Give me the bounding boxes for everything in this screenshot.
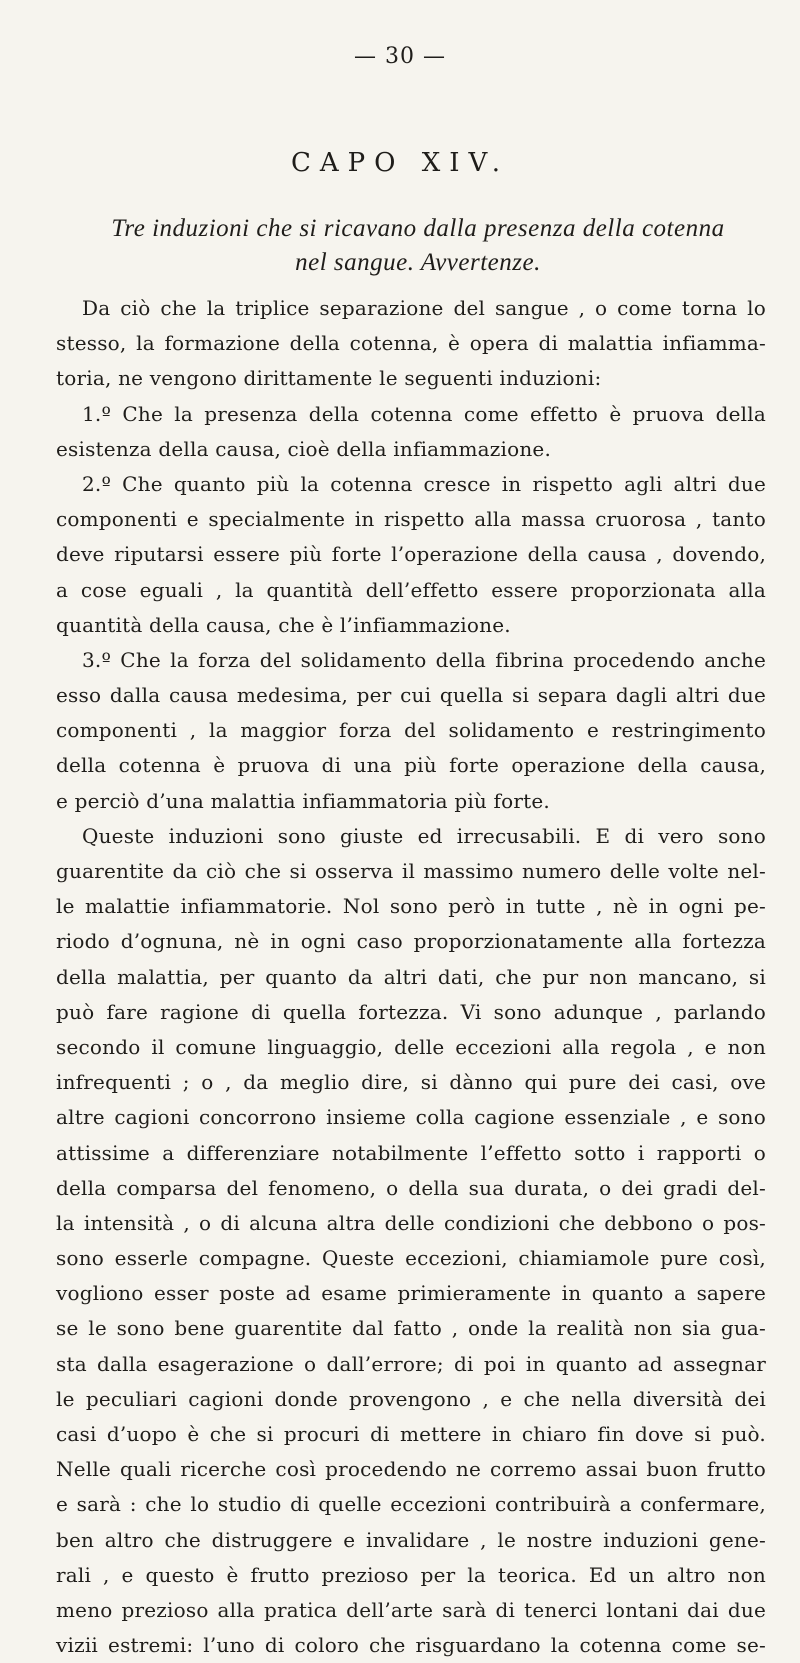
body-line: la intensità , o di alcuna altra delle condizioni che debbono o pos- (56, 1210, 766, 1235)
body-line: 2.º Che quanto più la cotenna cresce in rispetto agli altri due (82, 471, 766, 496)
body-line: 1.º Che la presenza della cotenna come effetto è pruova della (82, 401, 766, 426)
body-line: esso dalla causa medesima, per cui quella si separa dagli altri due (56, 683, 766, 708)
body-line: vizii estremi: l’uno di coloro che risguardano la cotenna come se- (56, 1633, 766, 1658)
body-line: può fare ragione di quella fortezza. Vi sono adunque , parlando (56, 999, 766, 1024)
body-line: infrequenti ; o , da meglio dire, si dànno qui pure dei casi, ove (56, 1070, 766, 1095)
body-line: attissime a differenziare notabilmente l’effetto sotto i rapporti o (56, 1140, 766, 1165)
body-line: quantità della causa, che è l’infiammazione. (56, 612, 511, 637)
page-number: — 30 — (354, 44, 446, 69)
body-line: Nelle quali ricerche così procedendo ne corremo assai buon frutto (56, 1457, 766, 1482)
chapter-heading: CAPO XIV. (290, 148, 510, 178)
body-line: stesso, la formazione della cotenna, è opera di malattia infiamma- (56, 331, 766, 356)
body-line: secondo il comune linguaggio, delle eccezioni alla regola , e non (56, 1034, 766, 1059)
body-line: le peculiari cagioni donde provengono , e che nella diversità dei (56, 1386, 766, 1411)
body-line: sta dalla esagerazione o dall’errore; di poi in quanto ad assegnar (56, 1351, 766, 1376)
body-line: della malattia, per quanto da altri dati, che pur non mancano, si (56, 964, 766, 989)
body-line: le malattie infiammatorie. Nol sono però in tutte , nè in ogni pe- (56, 894, 766, 919)
body-line: casi d’uopo è che si procuri di mettere in chiaro fin dove si può. (56, 1422, 766, 1446)
body-line: componenti , la maggior forza del solidamento e restringimento (56, 718, 766, 743)
body-line: rali , e questo è frutto prezioso per la teorica. Ed un altro non (56, 1562, 766, 1587)
body-line: componenti e specialmente in rispetto alla massa cruorosa , tanto (56, 507, 766, 532)
body-line: sono esserle compagne. Queste eccezioni, chiamiamole pure così, (56, 1246, 766, 1271)
body-line: deve riputarsi essere più forte l’operazione della causa , dovendo, (56, 542, 766, 567)
body-line: toria, ne vengono dirittamente le seguenti induzioni: (56, 366, 602, 391)
body-line: della comparsa del fenomeno, o della sua durata, o dei gradi del- (56, 1175, 766, 1200)
body-line: esistenza della causa, cioè della infiammazione. (56, 436, 552, 461)
body-text (56, 291, 766, 1663)
body-line: meno prezioso alla pratica dell’arte sarà di tenerci lontani dai due (56, 1597, 766, 1622)
chapter-title-line-1: Tre induzioni che si ricavano dalla presenza della cotenna (111, 215, 725, 242)
body-line: altre cagioni concorrono insieme colla cagione essenziale , e sono (56, 1105, 766, 1130)
body-line: 3.º Che la forza del solidamento della fibrina procedendo anche (82, 647, 766, 672)
chapter-title (88, 212, 748, 280)
body-line: Queste induzioni sono giuste ed irrecusabili. E di vero sono (82, 823, 766, 848)
body-line: Da ciò che la triplice separazione del sangue , o come torna lo (82, 296, 766, 320)
body-line: vogliono esser poste ad esame primieramente in quanto a sapere (56, 1281, 766, 1306)
body-line: se le sono bene guarentite dal fatto , onde la realità non sia gua- (56, 1316, 766, 1341)
body-line: della cotenna è pruova di una più forte operazione della causa, (56, 753, 766, 778)
chapter-title-line-2: nel sangue. Avvertenze. (295, 249, 541, 276)
body-line: e sarà : che lo studio di quelle eccezioni contribuirà a confermare, (56, 1492, 766, 1517)
body-line: ben altro che distruggere e invalidare , le nostre induzioni gene- (56, 1527, 766, 1552)
body-line: a cose eguali , la quantità dell’effetto essere proporzionata alla (56, 577, 766, 602)
body-line: riodo d’ognuna, nè in ogni caso proporzionatamente alla fortezza (56, 929, 766, 954)
body-line: e perciò d’una malattia infiammatoria più forte. (56, 788, 550, 813)
body-line: guarentite da ciò che si osserva il massimo numero delle volte nel- (56, 859, 766, 883)
